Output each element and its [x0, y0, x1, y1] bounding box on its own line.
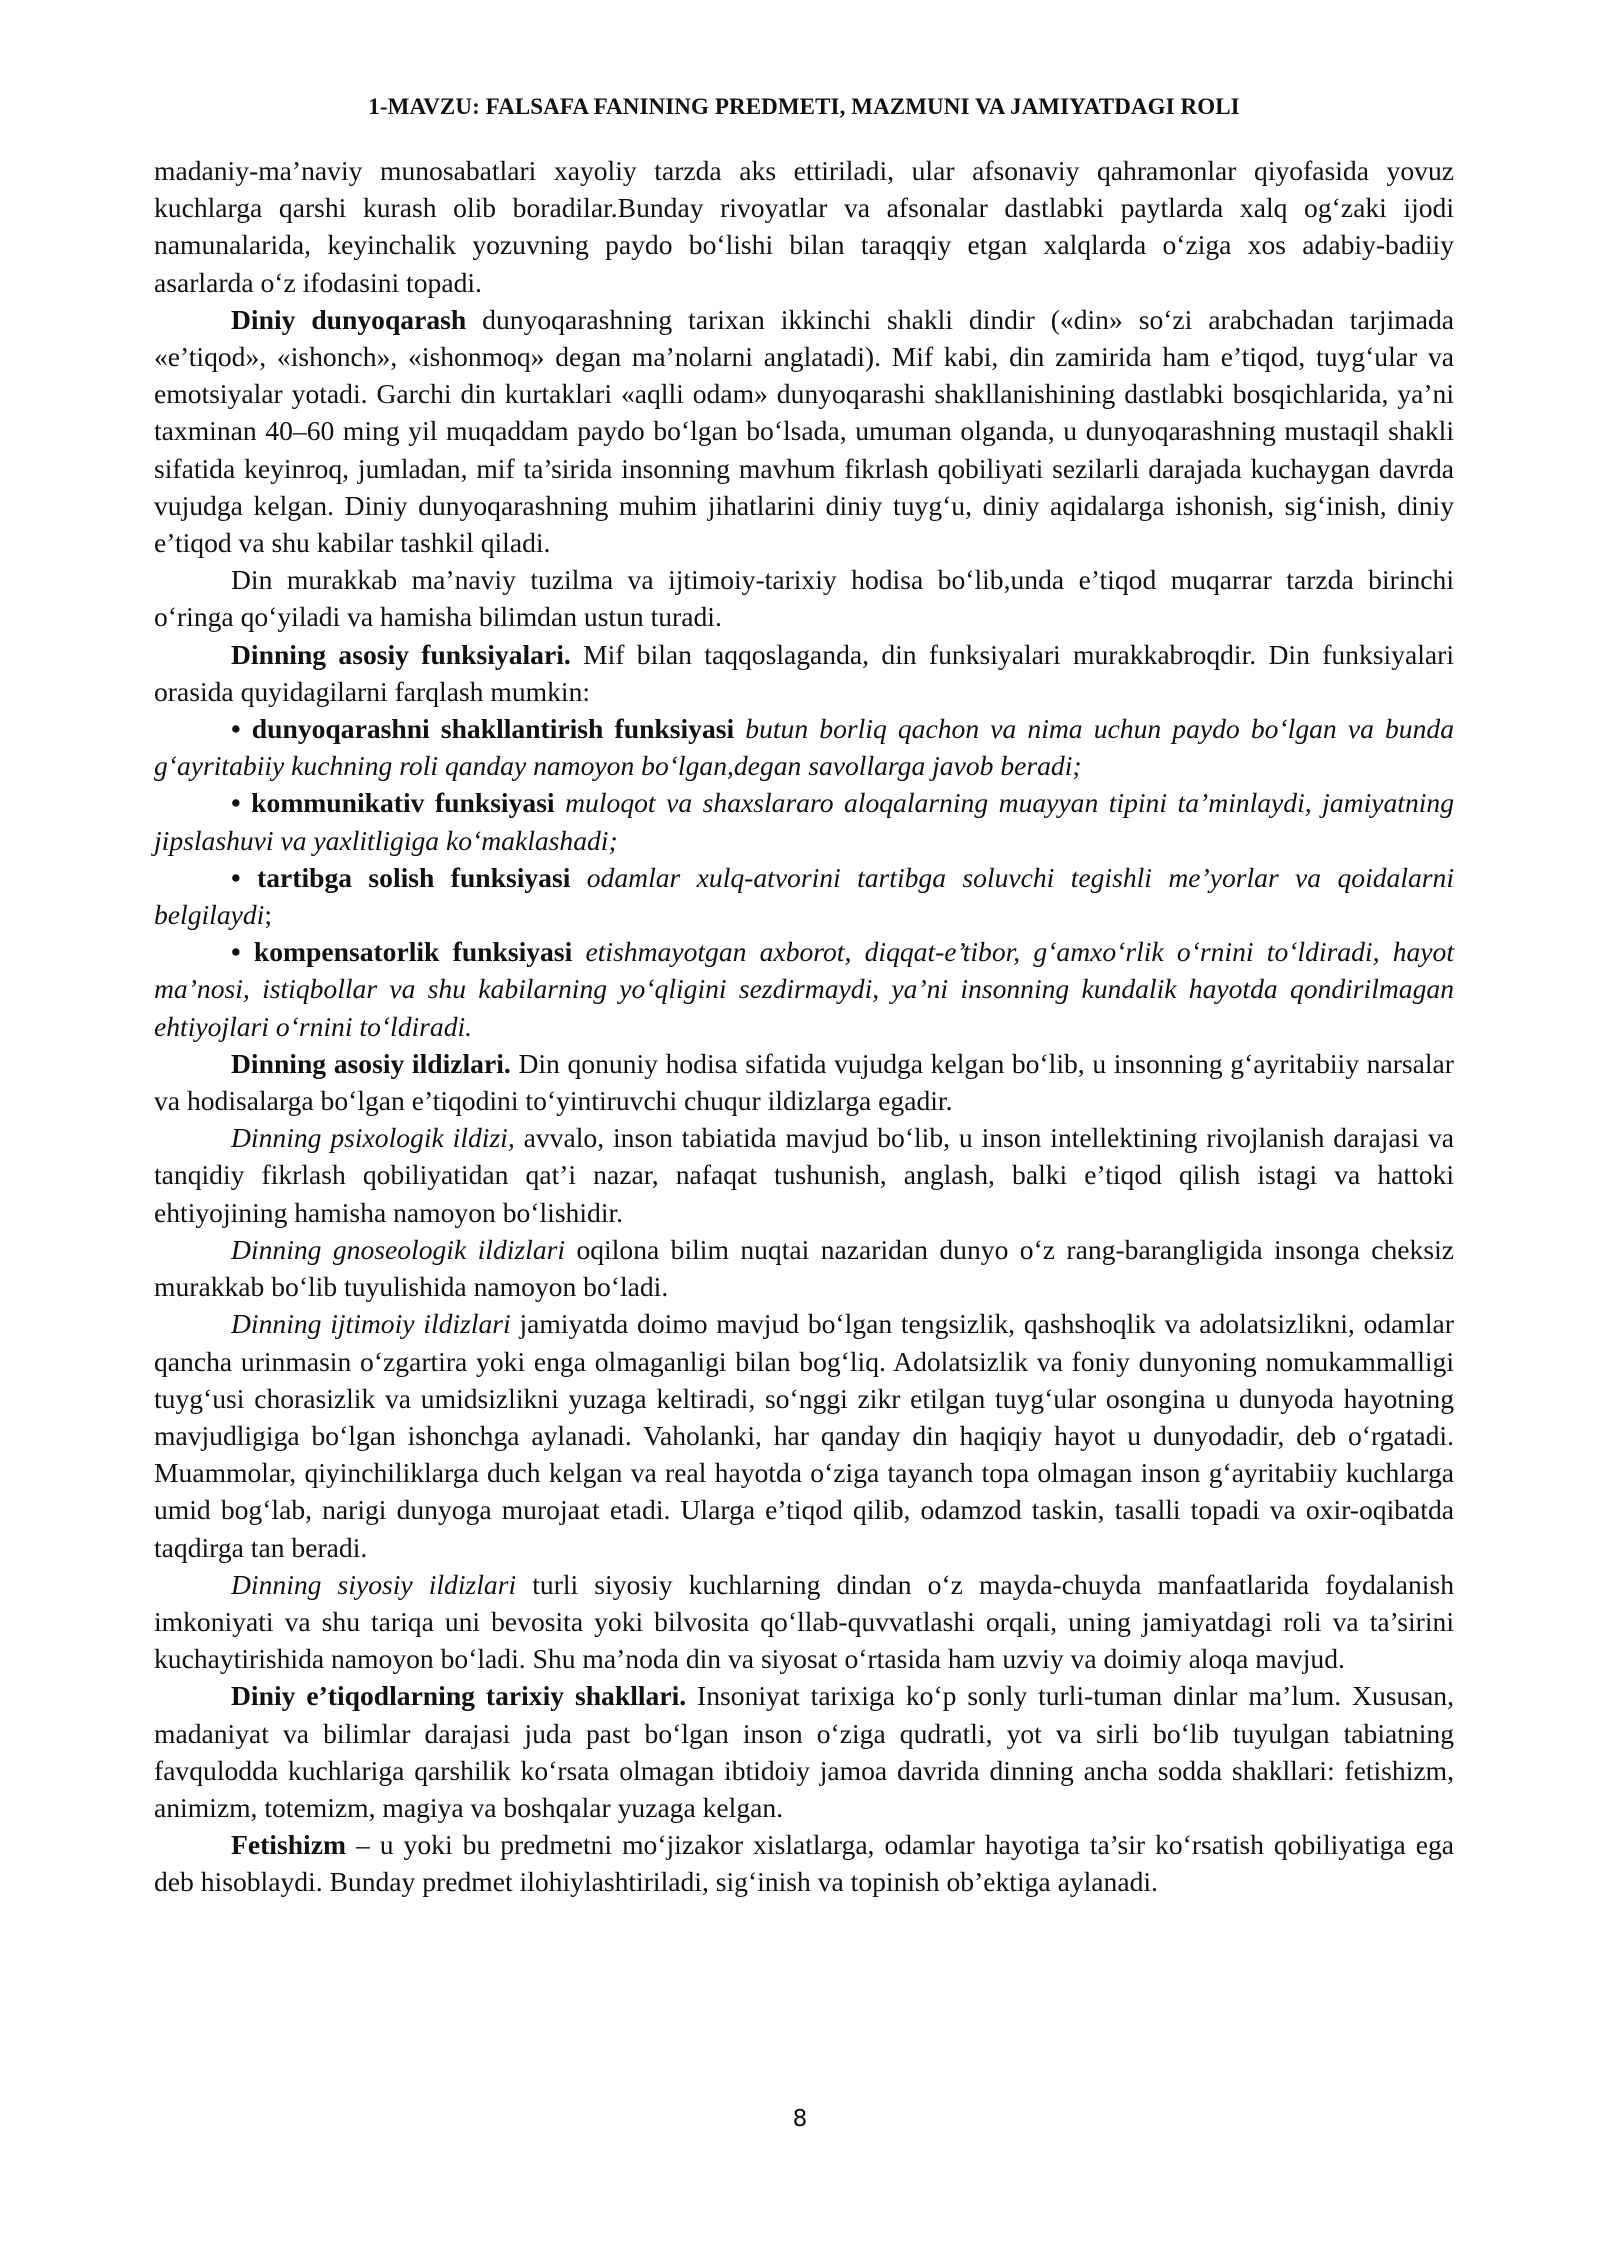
term-bold: Diniy e’tiqodlarning tarixiy shakllari. — [231, 1680, 687, 1712]
term-bold: • kommunikativ funksiyasi — [231, 787, 555, 819]
paragraph-siyosiy — [154, 1566, 1454, 1678]
bullet-kommunikativ — [154, 784, 1454, 858]
document-page — [154, 92, 1454, 1901]
term-bold: Dinning asosiy funksiyalari. — [231, 638, 571, 670]
paragraph-text: Mif bilan taqqoslaganda, din funksiyalari murakkabroqdir. Din funksiyalari orasida quyidagilarni farqlash mumkin: — [154, 638, 1454, 707]
paragraph-1: madaniy-ma’naviy munosabatlari xayoliy tarzda aks ettiriladi, ular afsonaviy qahramonlar qiyofasida yovuz kuchlarga qarshi kurash olib boradilar.Bunday rivoyatlar va afsonalar dastlabki paytlarda xalq og‘zaki ijodi namunalarida, keyinchalik yozuvning paydo bo‘lishi bilan taraqqiy etgan xalqlarda o‘ziga xos adabiy-badiiy asarlarda o‘z ifodasini topadi. — [154, 155, 1454, 298]
page-number: 8 — [792, 2106, 808, 2132]
italic-term: Dinning psixologik ildizi, — [231, 1122, 515, 1154]
paragraph-din-murakkab: Din murakkab ma’naviy tuzilma va ijtimoiy-tarixiy hodisa bo‘lib,unda e’tiqod muqarrar tarzda birinchi o‘ringa qo‘yiladi va hamisha bilimdan ustun turadi. — [154, 564, 1454, 633]
term-bold: • tartibga solish funksiyasi — [231, 861, 571, 893]
paragraph-text: dunyoqarashning tarixan ikkinchi shakli dindir («din» so‘zi arabchadan tarjimada «e’tiqod», «ishonch», «ishonmoq» degan ma’nolarni anglatadi). Mif kabi, din zamirida ham e’tiqod, tuyg‘ular va emotsiyalar yotadi. Garchi din kurtaklari «aqlli odam» dunyoqarashi shakllanishining dastlabki bosqichlarida, ya’ni taxminan 40–60 ming yil muqaddam paydo bo‘lgan bo‘lsada, umuman olganda, u dunyoqarashning mustaqil shakli sifatida keyinroq, jumladan, mif ta’sirida insonning mavhum fikrlash qobiliyati sezilarli darajada kuchaygan davrda vujudga kelgan. Diniy dunyoqarashning muhim jihatlarini diniy tuyg‘u, diniy aqidalarga ishonish, sig‘inish, diniy e’tiqod va shu kabilar tashkil qiladi. — [154, 303, 1455, 559]
italic-term: Dinning siyosiy ildizlari — [231, 1568, 517, 1600]
paragraph-diniy-dunyoqarash — [154, 301, 1454, 561]
paragraph-text: Insoniyat tarixiga ko‘p sonly turli-tuman dinlar ma’lum. Xususan, madaniyat va bilimlar darajasi juda past bo‘lgan inson o‘ziga qudratli, yot va sirli bo‘lib tuyulgan tabiatning favqulodda kuchlariga qarshilik ko‘rsata olmagan ibtidoiy jamoa davrida dinning ancha sodda shakllari: fetishizm, animizm, totemizm, magiya va boshqalar yuzaga kelgan. — [154, 1680, 1454, 1823]
paragraph-text: turli siyosiy kuchlarning dindan o‘z mayda-chuyda manfaatlarida foydalanish imkoniyati va shu tariqa uni bevosita yoki bilvosita qo‘llab-quvvatlashi orqali, uning jamiyatdagi roli va ta’sirini kuchaytirishida namoyon bo‘ladi. Shu ma’noda din va siyosat o‘rtasida ham uzviy va doimiy aloqa mavjud. — [154, 1568, 1455, 1675]
paragraph-tarixiy-shakllar — [154, 1677, 1454, 1826]
paragraph-gnoseologik — [154, 1231, 1454, 1305]
bullet-kompensatorlik — [154, 933, 1454, 1045]
italic-term: Dinning gnoseologik ildizlari — [231, 1233, 566, 1265]
italic-text: butun borliq qachon va nima uchun paydo bo‘lgan va bunda g‘ayritabiiy kuchning roli qanday namoyon bo‘lgan,degan savollarga javob beradi; — [154, 713, 1454, 782]
paragraph-text: Din qonuniy hodisa sifatida vujudga kelgan bo‘lib, u insonning g‘ayritabiiy narsalar va hodisalarga bo‘lgan e’tiqodini to‘yintiruvchi chuqur ildizlarga egadir. — [154, 1047, 1454, 1117]
term-bold: Fetishizm — [231, 1829, 346, 1861]
paragraph-text: – u yoki bu predmetni mo‘jizakor xislatlarga, odamlar hayotiga ta’sir ko‘rsatish qobiliyatiga ega deb hisoblaydi. Bunday predmet ilohiylashtiriladi, sig‘inish va topinish ob’ektiga aylanadi. — [154, 1829, 1454, 1898]
paragraph-psixologik — [154, 1119, 1454, 1231]
term-bold: • dunyoqarashni shakllantirish funksiyasi — [231, 713, 735, 745]
italic-term: Dinning ijtimoiy ildizlari — [231, 1308, 511, 1340]
paragraph-text: avvalo, inson tabiatida mavjud bo‘lib, u inson intellektining rivojlanish darajasi va tanqidiy fikrlash qobiliyatidan qat’i nazar, nafaqat tushunish, anglash, balki e’tiqod qilish istagi va hattoki ehtiyojining hamisha namoyon bo‘lishidir. — [154, 1122, 1454, 1228]
paragraph-text: oqilona bilim nuqtai nazaridan dunyo o‘z rang-barangligida insonga cheksiz murakkab bo‘lib tuyulishida namoyon bo‘ladi. — [154, 1233, 1454, 1303]
paragraph-fetishizm — [154, 1826, 1454, 1900]
term-bold: Diniy dunyoqarash — [231, 303, 467, 335]
paragraph-text: ; — [264, 899, 273, 931]
paragraph-ildizlar — [154, 1045, 1454, 1119]
bullet-tartibga-solish — [154, 859, 1454, 933]
page-header: 1-MAVZU: FALSAFA FANINING PREDMETI, MAZMUNI VA JAMIYATDAGI ROLI — [368, 94, 1240, 119]
term-bold: • kompensatorlik funksiyasi — [231, 936, 573, 968]
paragraph-text: jamiyatda doimo mavjud bo‘lgan tengsizlik, qashshoqlik va adolatsizlikni, odamlar qancha urinmasin o‘zgartira yoki enga olmaganligi bilan bog‘liq. Adolatsizlik va foniy dunyoning nomukammalligi tuyg‘usi chorasizlik va umidsizlikni yuzaga keltiradi, so‘nggi zikr etilgan tuyg‘ular osongina u dunyoda hayotning mavjudligiga bo‘lgan ishonchga aylanadi. Vaholanki, har qanday din haqiqiy hayot u dunyodadir, deb o‘rgatadi. Muammolar, qiyinchiliklarga duch kelgan va real hayotda o‘ziga tayanch topa olmagan inson g‘ayritabiiy kuchlarga umid bog‘lab, narigi dunyoga murojaat etadi. Ularga e’tiqod qilib, odamzod taskin, tasalli topadi va oxir-oqibatda taqdirga tan beradi. — [154, 1308, 1454, 1563]
italic-text: odamlar xulq-atvorini tartibga soluvchi tegishli me’yorlar va qoidalarni belgilaydi — [154, 861, 1454, 931]
bullet-dunyoqarash — [154, 710, 1454, 784]
paragraph-funksiyalar — [154, 636, 1454, 710]
italic-text: muloqot va shaxslararo aloqalarning muayyan tipini ta’minlaydi, jamiyatning jipslashuvi va yaxlitligiga ko‘maklashadi; — [154, 787, 1455, 856]
term-bold: Dinning asosiy ildizlari. — [231, 1047, 511, 1079]
paragraph-ijtimoiy — [154, 1305, 1454, 1565]
italic-text: etishmayotgan axborot, diqqat-e’tibor, g‘amxo‘rlik o‘rnini to‘ldiradi, hayot ma’nosi, istiqbollar va shu kabilarning yo‘qligini sezdirmaydi, ya’ni insonning kundalik hayotda qondirilmagan ehtiyojlari o‘rnini to‘ldiradi. — [154, 936, 1454, 1042]
